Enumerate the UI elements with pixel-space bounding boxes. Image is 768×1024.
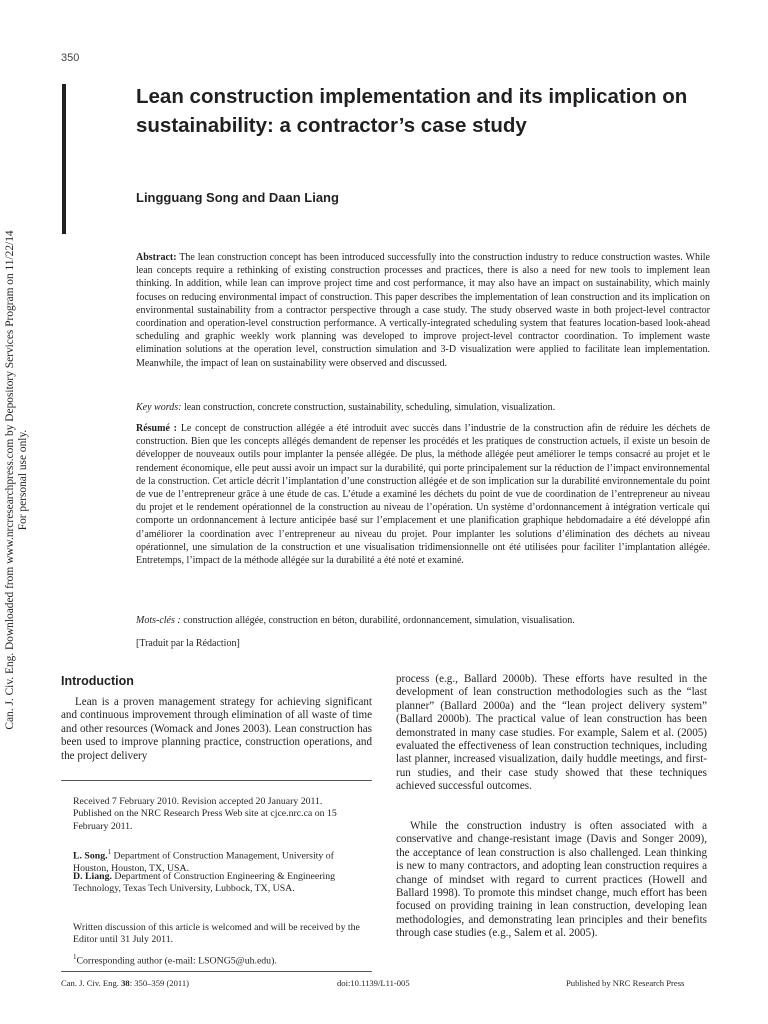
song-footnote-mark: 1 xyxy=(107,848,112,856)
footer-doi: doi:10.1139/L11-005 xyxy=(337,978,410,988)
translation-note: [Traduit par la Rédaction] xyxy=(136,638,240,649)
mots-cles-label: Mots-clés : xyxy=(136,615,181,626)
corresponding-author xyxy=(73,951,363,968)
side-note-line1: Can. J. Civ. Eng. Downloaded from www.nrcresearchpress.com by Depository Services Program on 11/22/14 xyxy=(4,230,16,730)
keywords xyxy=(136,401,710,414)
abstract-text: The lean construction concept has been introduced successfully into the construction industry to reduce construction wastes. While lean concepts require a rethinking of existing construction processes and practices, there is also a need for new tools to implement lean thinking. In addition, while lean can improve project time and cost performance, it may also have an impact on sustainability, which mainly focuses on reducing environmental impact of construction. This paper describes the implementation of lean construction and its implication on environmental sustainability from a contractor perspective through a case study. The study observed waste in both project-level contractor coordination and operation-level construction performance. A vertically-integrated scheduling system that features location-based look-ahead scheduling and graphic weekly work planning was developed to improve project-level contractor coordination. To implement waste elimination solutions at the operation level, construction simulation and 3-D visualization were applied to facilitate lean implementation. Meanwhile, the impact of lean on sustainability were observed and discussed. xyxy=(136,252,710,369)
mots-cles xyxy=(136,614,710,627)
discussion-note: Written discussion of this article is welcomed and will be received by the Editor until 31 July 2011. xyxy=(73,922,360,946)
keywords-label: Key words: xyxy=(136,402,182,413)
right-column-paragraph-1: process (e.g., Ballard 2000b). These efforts have resulted in the development of lean construction methodologies such as the “last planner” (Ballard 2000a) and the “lean project delivery system” (Ballard 2000b). The practical value of lean construction has been demonstrated in many case studies. For example, Salem et al. (2005) evaluated the effectiveness of lean construction techniques, including last planner, increased visualization, daily huddle meetings, and first-run studies, and their case study showed that these techniques achieved successful outcomes. xyxy=(396,673,707,793)
mots-cles-text: construction allégée, construction en béton, durabilité, ordonnancement, simulation, visualisation. xyxy=(183,615,575,626)
received-dates: Received 7 February 2010. Revision accepted 20 January 2011. Published on the NRC Research Press Web site at cjce.nrc.ca on 15 February 2011. xyxy=(73,796,337,832)
corr-footnote-mark: 1 xyxy=(73,953,77,961)
footer-publisher: Published by NRC Research Press xyxy=(566,978,685,988)
liang-affiliation-text: Department of Construction Engineering & Engineering Technology, Texas Tech University, Lubbock, TX, USA. xyxy=(73,871,336,895)
introduction-paragraph-1: Lean is a proven management strategy for achieving significant and continuous improvement through elimination of all waste of time and other resources (Womack and Jones 2003). Lean construction has been used to improve planning practice, construction operations, and the project delivery xyxy=(61,696,372,762)
keywords-text: lean construction, concrete construction, sustainability, scheduling, simulation, visualization. xyxy=(183,402,556,413)
footnote-box xyxy=(61,780,372,972)
article-title: Lean construction implementation and its implication on sustainability: a contractor’s case study xyxy=(136,85,688,137)
introduction-heading: Introduction xyxy=(61,674,134,688)
song-name: L. Song. xyxy=(73,850,108,862)
side-download-note xyxy=(4,210,40,750)
footer-volume: 38 xyxy=(121,978,130,988)
resume-text: Le concept de construction allégée a été introduit avec succès dans l’industrie de la construction afin de réduire les déchets de construction. Bien que les concepts allégés demandent de repenser les procédés et les pratiques de construction actuels, il existe un besoin de développer de nouveaux outils pour implanter la pensée allégée. De plus, la méthode allégée peut améliorer le temps consacré au projet et le rendement économique, elle peut aussi avoir un impact sur la durabilité, qui porte principalement sur la réduction de l’impact environnemental de la construction. Cet article décrit l’implantation d’une construction allégée et de son implication sur la durabilité environnementale du point de vue de l’entrepreneur grâce à une étude de cas. L’étude a examiné les déchets du point de vue de coordination de l’entrepreneur au niveau du projet et le rendement opérationnel de la construction au niveau de l’opération. Un système d’ordonnancement à intégration verticale qui comporte un ordonnancement à lecture anticipée basé sur l’emplacement et une planification graphique hebdomadaire a été développé afin d’améliorer la coordination avec l’entrepreneur au niveau du projet. Pour implanter les solutions d’élimination des déchets au niveau opérationnel, une simulation de la construction et une visualisation tridimensionnelle ont été utilisées pour faciliter l’implantation allégée. Entretemps, l’impact de la méthode allégée sur la durabilité a été noté et examiné. xyxy=(136,423,710,567)
footer-pages: : 350–359 (2011) xyxy=(129,978,190,988)
liang-name: D. Liang. xyxy=(73,871,112,882)
authors: Lingguang Song and Daan Liang xyxy=(136,190,339,205)
right-column-paragraph-2: While the construction industry is often associated with a conservative and change-resistant image (Davis and Songer 2009), the acceptance of lean construction is also challenged. Lean thinking is new to many contractors, and adopting lean construction requires a change of mindset with regard to current practices (Howell and Ballard 1998). To promote this mindset change, much effort has been focused on providing training in lean construction, developing lean methodologies, and demonstrating lean principles and their benefits through case studies (e.g., Salem et al. 2005). xyxy=(396,820,707,940)
title-accent-bar xyxy=(62,84,66,234)
page-number: 350 xyxy=(61,52,80,64)
side-note-line2: For personal use only. xyxy=(17,429,29,531)
footer-journal: Can. J. Civ. Eng. xyxy=(61,978,119,988)
author-liang-affiliation xyxy=(73,871,363,896)
corr-text: Corresponding author (e-mail: LSONG5@uh.edu). xyxy=(76,955,277,967)
abstract xyxy=(136,251,710,370)
abstract-label: Abstract: xyxy=(136,252,177,263)
resume xyxy=(136,422,710,567)
resume-label: Résumé : xyxy=(136,423,178,434)
song-affiliation-text: Department of Construction Management, University of Houston, Houston, TX, USA. xyxy=(73,850,334,874)
footer-citation xyxy=(61,978,189,988)
